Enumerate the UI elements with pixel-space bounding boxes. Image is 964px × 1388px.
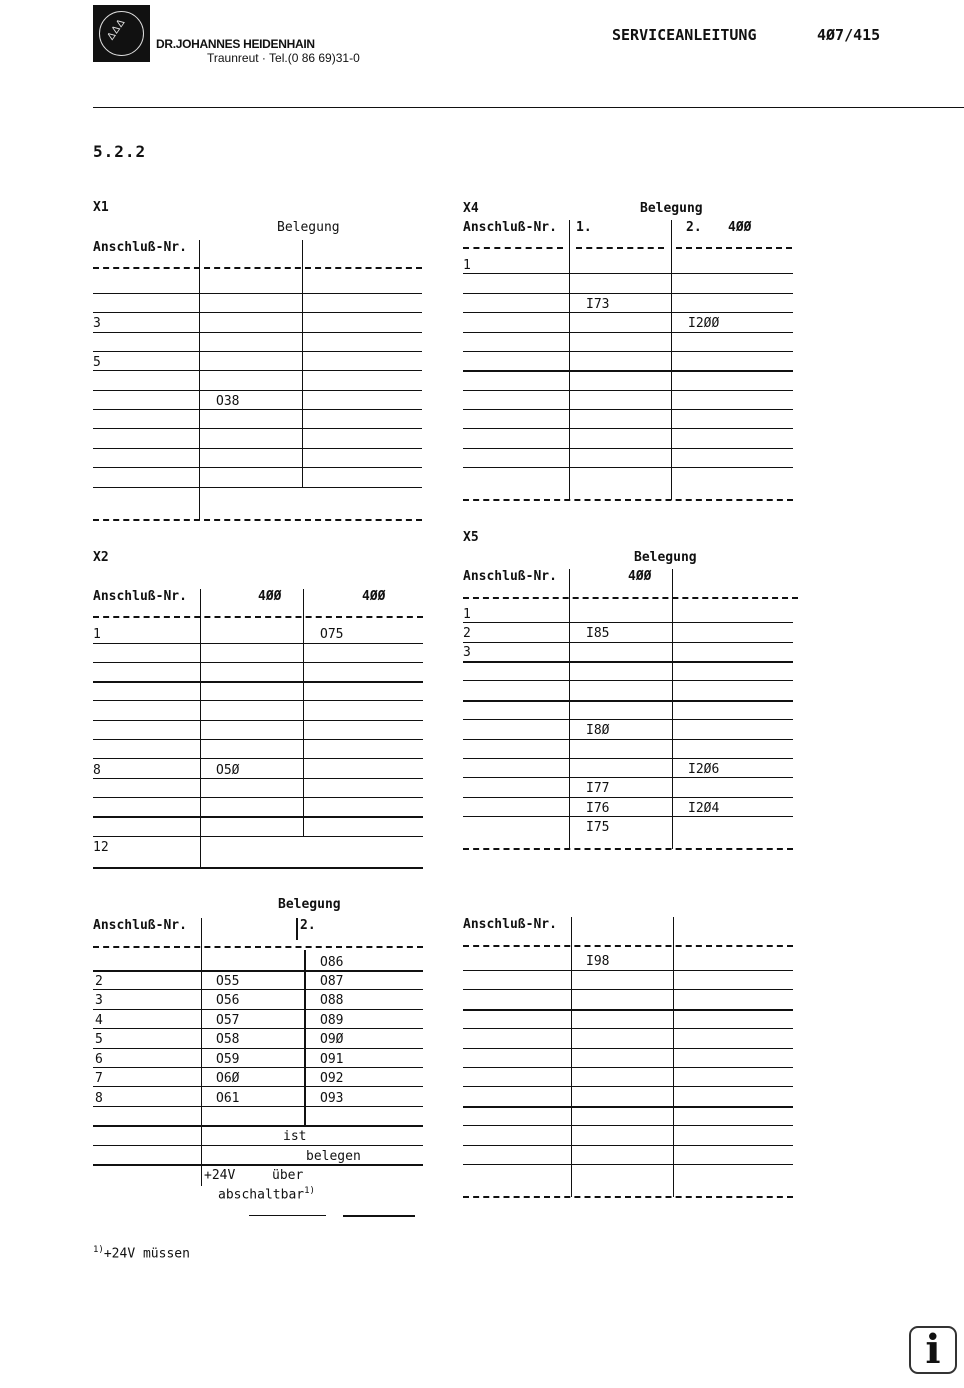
signal-cell: I2ØØ [688, 316, 720, 331]
signal-cell: I85 [586, 626, 610, 641]
note-text: abschaltbar$^{1)}$ [218, 1186, 315, 1203]
column-header: Anschluß-Nr. [93, 589, 187, 604]
signal-cell: O5Ø [216, 763, 240, 778]
belegung-label: Belegung [277, 220, 340, 235]
signal-cell: O6Ø [216, 1071, 240, 1086]
row-number: 3 [95, 993, 103, 1008]
row-number: 8 [95, 1091, 103, 1106]
company-name: DR.JOHANNES HEIDENHAIN [156, 37, 315, 51]
footnote: $^{1)}$+24V müssen [93, 1245, 190, 1262]
signal-cell: O58 [216, 1032, 240, 1047]
signal-cell: I76 [586, 801, 610, 816]
column-header: Anschluß-Nr. [463, 220, 557, 235]
signal-cell: O57 [216, 1013, 240, 1028]
table-title: X1 [93, 200, 109, 215]
signal-cell: I98 [586, 954, 610, 969]
signal-cell: I73 [586, 297, 610, 312]
signal-cell: O86 [320, 955, 344, 970]
row-number: 6 [95, 1052, 103, 1067]
signal-cell: I2Ø4 [688, 801, 720, 816]
table-title: X5 [463, 530, 479, 545]
row-number: 1 [93, 627, 101, 642]
note-text: über [272, 1168, 304, 1183]
signal-cell: O75 [320, 627, 344, 642]
column-header: 4ØØ [258, 589, 282, 604]
column-header: Anschluß-Nr. [463, 917, 557, 932]
row-number: 12 [93, 840, 109, 855]
signal-cell: O93 [320, 1091, 344, 1106]
column-header: Anschluß-Nr. [93, 240, 187, 255]
column-header: Anschluß-Nr. [93, 918, 187, 933]
column-header: 2. [300, 918, 316, 933]
row-number: 1 [463, 607, 471, 622]
signal-cell: O59 [216, 1052, 240, 1067]
signal-cell: O87 [320, 974, 344, 989]
column-header: 1. [576, 220, 592, 235]
row-number: 2 [463, 626, 471, 641]
column-header: 4ØØ [628, 569, 652, 584]
signal-cell: I75 [586, 820, 610, 835]
company-address: Traunreut · Tel.(0 86 69)31-0 [207, 51, 360, 65]
row-number: 5 [93, 355, 101, 370]
row-number: 8 [93, 763, 101, 778]
signal-cell: O9Ø [320, 1032, 344, 1047]
note-text: ist [283, 1129, 307, 1144]
note-text: +24V [204, 1168, 236, 1183]
column-header: 4ØØ [362, 589, 386, 604]
signal-cell: O89 [320, 1013, 344, 1028]
signal-cell: O61 [216, 1091, 240, 1106]
document-number: 4Ø7/415 [817, 26, 881, 44]
document-title: SERVICEANLEITUNG [612, 26, 757, 44]
info-icon: i [925, 1326, 941, 1373]
header-rule [93, 267, 422, 269]
row-number: 2 [95, 974, 103, 989]
column-header: Anschluß-Nr. [463, 569, 557, 584]
row-number: 1 [463, 258, 471, 273]
row-number: 3 [93, 316, 101, 331]
signal-cell: I2Ø6 [688, 762, 720, 777]
row-number: 7 [95, 1071, 103, 1086]
info-button[interactable] [909, 1326, 957, 1374]
row-number: 5 [95, 1032, 103, 1047]
signal-cell: I8Ø [586, 723, 610, 738]
signal-cell: O92 [320, 1071, 344, 1086]
signal-cell: I77 [586, 781, 610, 796]
header-rule [93, 107, 964, 108]
signal-cell: O88 [320, 993, 344, 1008]
row-number: 3 [463, 645, 471, 660]
belegung-label: Belegung [640, 201, 703, 216]
section-number: 5.2.2 [93, 142, 147, 161]
belegung-label: Belegung [278, 897, 341, 912]
signal-cell: O56 [216, 993, 240, 1008]
column-header: 4ØØ [728, 220, 752, 235]
column-header: 2. [686, 220, 702, 235]
belegung-label: Belegung [634, 550, 697, 565]
table-title: X4 [463, 201, 479, 216]
signal-cell: O55 [216, 974, 240, 989]
heidenhain-logo: ΔΔΔ [93, 5, 150, 62]
signal-cell: O38 [216, 394, 240, 409]
signal-cell: O91 [320, 1052, 344, 1067]
row-number: 4 [95, 1013, 103, 1028]
note-text: belegen [306, 1149, 361, 1164]
table-title: X2 [93, 550, 109, 565]
